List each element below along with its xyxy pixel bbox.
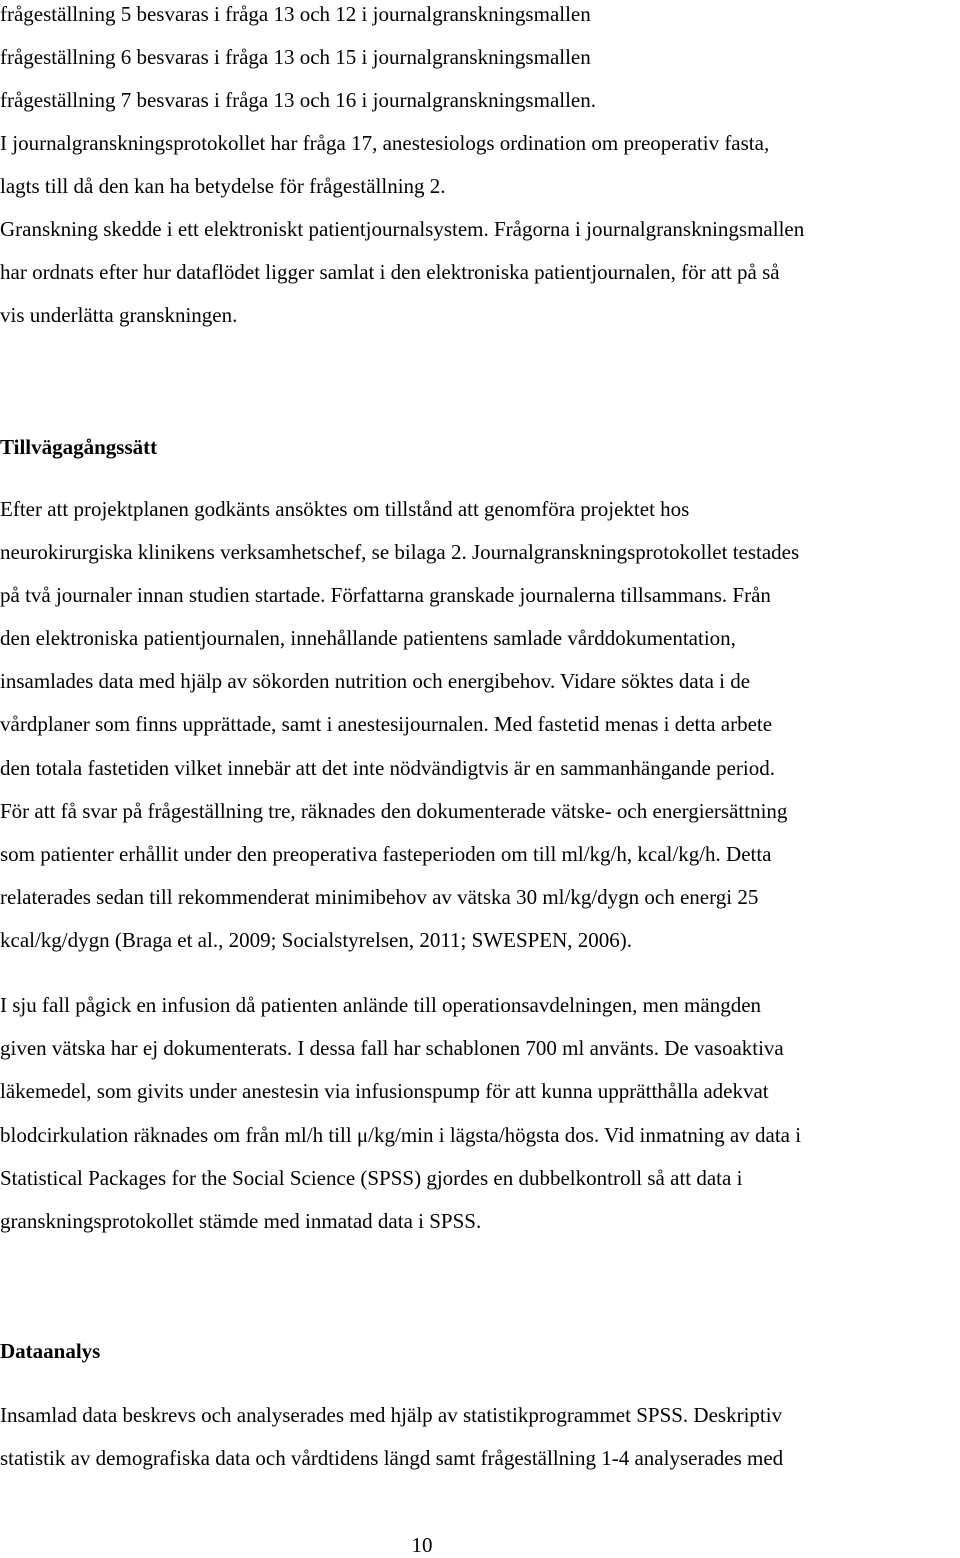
section-heading-procedure: Tillvägagångssätt [0,435,158,459]
paragraph-line: I sju fall pågick en infusion då patienten anlände till operationsavdelningen, men mängden [0,993,762,1017]
paragraph-line: neurokirurgiska klinikens verksamhetschef, se bilaga 2. Journalgranskningsprotokollet testades [0,540,800,564]
paragraph-line: vårdplaner som finns upprättade, samt i anestesijournalen. Med fastetid menas i detta arbete [0,712,773,736]
paragraph-line: Efter att projektplanen godkänts ansöktes om tillstånd att genomföra projektet hos [0,497,690,521]
intro-line: har ordnats efter hur dataflödet ligger samlat i den elektroniska patientjournalen, för att på så [0,260,780,284]
paragraph-line: Insamlad data beskrevs och analyserades med hjälp av statistikprogrammet SPSS. Deskriptiv [0,1403,783,1427]
paragraph-line: på två journaler innan studien startade. Författarna granskade journalerna tillsammans. Från [0,583,771,607]
intro-line: Granskning skedde i ett elektroniskt patientjournalsystem. Frågorna i journalgranskningsmallen [0,217,805,241]
page-number-text: 10 [411,1533,433,1557]
paragraph-line: den elektroniska patientjournalen, innehållande patientens samlade vårddokumentation, [0,626,736,650]
page-number [0,1532,960,1558]
paragraph-line: granskningsprotokollet stämde med inmatad data i SPSS. [0,1209,482,1233]
paragraph-line: insamlades data med hjälp av sökorden nutrition och energibehov. Vidare söktes data i de [0,669,751,693]
intro-line: I journalgranskningsprotokollet har fråga 17, anestesiologs ordination om preoperativ fasta, [0,131,770,155]
paragraph-line: För att få svar på frågeställning tre, räknades den dokumenterade vätske- och energiersättning [0,799,788,823]
paragraph-line: statistik av demografiska data och vårdtidens längd samt frågeställning 1-4 analyserades med [0,1446,784,1470]
paragraph-line: relaterades sedan till rekommenderat minimibehov av vätska 30 ml/kg/dygn och energi 25 [0,885,759,909]
paragraph-line: som patienter erhållit under den preoperativa fasteperioden om till ml/kg/h, kcal/kg/h. Detta [0,842,772,866]
intro-line: lagts till då den kan ha betydelse för frågeställning 2. [0,174,446,198]
intro-line: frågeställning 5 besvaras i fråga 13 och 12 i journalgranskningsmallen [0,2,591,26]
paragraph-line: läkemedel, som givits under anestesin via infusionspump för att kunna upprätthålla adekvat [0,1079,769,1103]
paragraph-line: given vätska har ej dokumenterats. I dessa fall har schablonen 700 ml använts. De vasoaktiva [0,1036,784,1060]
paragraph-line: kcal/kg/dygn (Braga et al., 2009; Socialstyrelsen, 2011; SWESPEN, 2006). [0,928,633,952]
intro-line: frågeställning 6 besvaras i fråga 13 och 15 i journalgranskningsmallen [0,45,591,69]
paragraph-line: Statistical Packages for the Social Science (SPSS) gjordes en dubbelkontroll så att data i [0,1166,743,1190]
section-heading-analysis: Dataanalys [0,1339,101,1363]
intro-line: vis underlätta granskningen. [0,303,238,327]
paragraph-line: den totala fastetiden vilket innebär att det inte nödvändigtvis är en sammanhängande period. [0,756,776,780]
paragraph-line: blodcirkulation räknades om från ml/h till μ/kg/min i lägsta/högsta dos. Vid inmatning av data i [0,1123,802,1147]
intro-line: frågeställning 7 besvaras i fråga 13 och 16 i journalgranskningsmallen. [0,88,596,112]
